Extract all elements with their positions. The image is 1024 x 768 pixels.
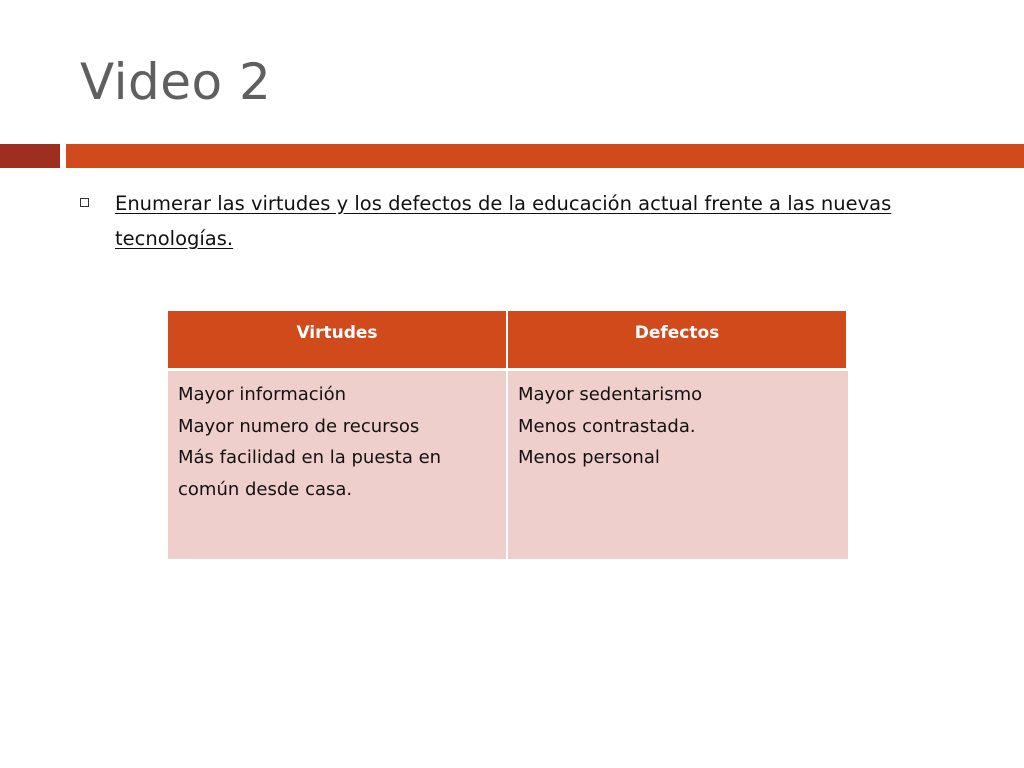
list-item: Menos personal <box>518 447 660 468</box>
table-cell-virtudes <box>168 371 508 559</box>
table-header-defectos: Defectos <box>508 311 848 371</box>
list-item: Mayor información <box>178 384 347 405</box>
table-cell-defectos <box>508 371 848 559</box>
table-header-virtudes: Virtudes <box>168 311 508 371</box>
hollow-square-bullet-icon <box>80 198 89 207</box>
list-item: Mayor numero de recursos <box>178 415 420 437</box>
title-accent-bar <box>66 144 1024 168</box>
virtues-defects-table <box>168 311 848 559</box>
slide-title: Video 2 <box>80 53 272 111</box>
list-item: Más facilidad en la puesta en común desde casa. <box>178 447 442 500</box>
bullet-text: Enumerar las virtudes y los defectos de la educación actual frente a las nuevas tecnologías. <box>115 192 892 250</box>
title-accent-bar-dark <box>0 144 60 168</box>
list-item: Mayor sedentarismo <box>518 384 703 405</box>
list-item: Menos contrastada. <box>518 415 696 437</box>
